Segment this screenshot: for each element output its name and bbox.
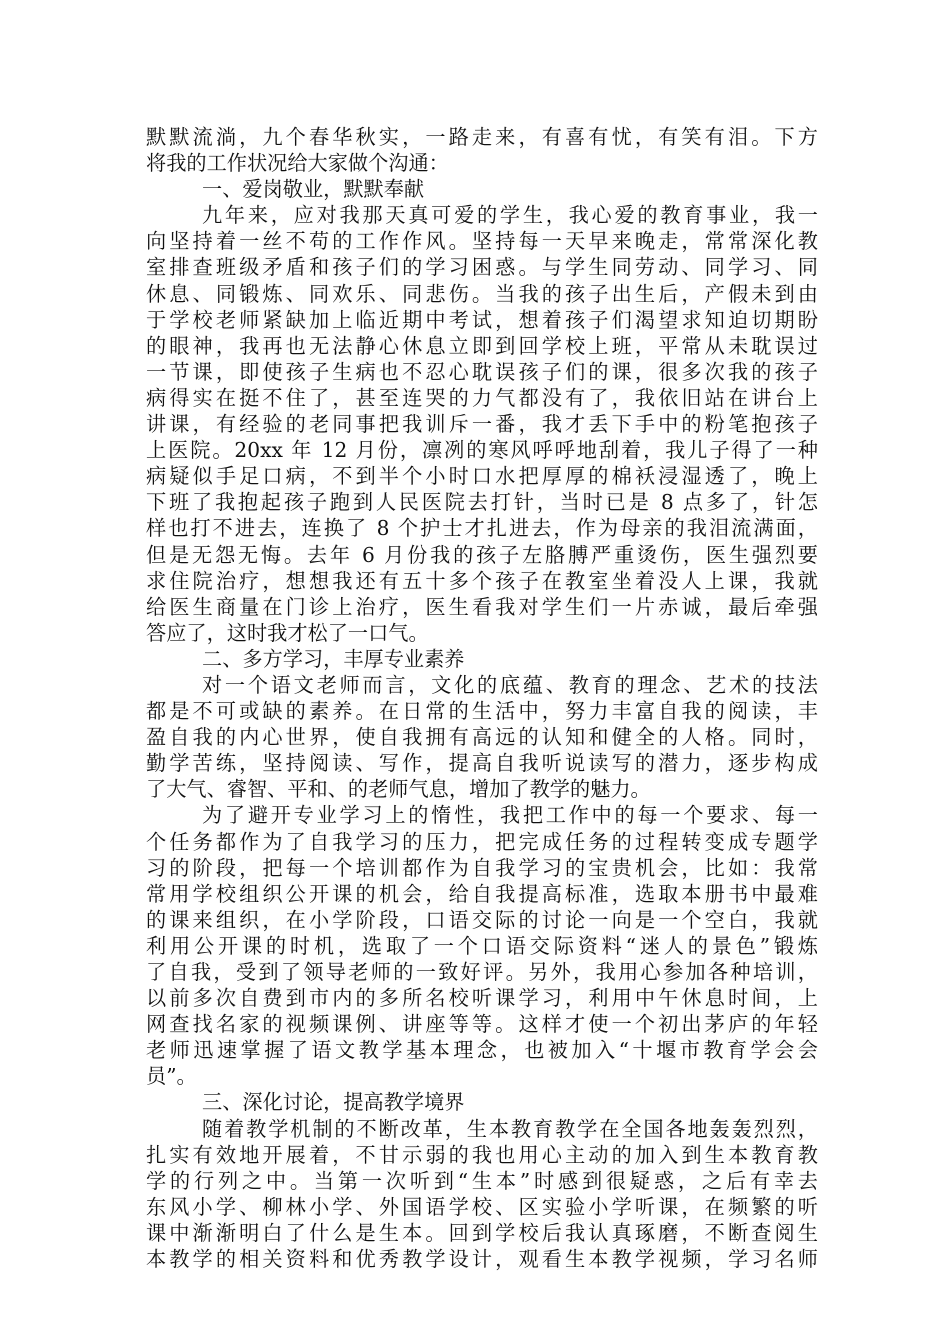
- body-text-line: 了自我，受到了领导老师的一致好评。另外，我用心参加各种培训，: [146, 960, 818, 984]
- body-text-line: 勤学苦练，坚持阅读、写作，提高自我听说读写的潜力，逐步构成: [146, 751, 818, 776]
- body-text-line: 将我的工作状况给大家做个沟通：: [146, 151, 449, 176]
- body-text-line: 一节课，即使孩子生病也不忍心耽误孩子们的课，很多次我的孩子: [146, 359, 818, 384]
- body-text-line: 上医院。20xx 年 12 月份，凛冽的寒风呼呼地刮着，我儿子得了一种: [146, 438, 818, 463]
- section-heading-line: 二、多方学习，丰厚专业素养: [202, 646, 465, 671]
- body-text-line: 员”。: [146, 1064, 197, 1089]
- body-text-line: 习的阶段，把每一个培训都作为自我学习的宝贵机会，比如：我常: [146, 855, 818, 880]
- section-heading-line: 三、深化讨论，提高教学境界: [202, 1090, 465, 1115]
- body-text-line: 为了避开专业学习上的惰性，我把工作中的每一个要求、每一: [202, 803, 818, 828]
- body-text-line: 以前多次自费到市内的多所名校听课学习，利用中午休息时间，上: [146, 986, 818, 1011]
- body-text-line: 扎实有效地开展着，不甘示弱的我也用心主动的加入到生本教育教: [146, 1142, 818, 1167]
- body-text-line: 但是无怨无悔。去年 6 月份我的孩子左胳膊严重烫伤，医生强烈要: [146, 542, 818, 567]
- body-text-line: 了大气、睿智、平和、的老师气息，增加了教学的魅力。: [146, 777, 651, 802]
- body-text-line: 病疑似手足口病，不到半个小时口水把厚厚的棉袄浸湿透了，晚上: [146, 464, 818, 489]
- body-text-line: 答应了，这时我才松了一口气。: [146, 620, 429, 645]
- body-text-line: 盈自我的内心世界，使自我拥有高远的认知和健全的人格。同时，: [146, 725, 818, 750]
- body-text-line: 样也打不进去，连换了 8 个护士才扎进去，作为母亲的我泪流满面，: [146, 516, 818, 541]
- body-text-line: 九年来，应对我那天真可爱的学生，我心爱的教育事业，我一: [202, 203, 818, 228]
- body-text-line: 常用学校组织公开课的机会，给自我提高标准，选取本册书中最难: [146, 881, 818, 906]
- body-text-line: 学的行列之中。当第一次听到“生本”时感到很疑惑，之后有幸去: [146, 1168, 818, 1193]
- body-text-line: 个任务都作为了自我学习的压力，把完成任务的过程转变成专题学: [146, 829, 818, 854]
- body-text-line: 本教学的相关资料和优秀教学设计，观看生本教学视频，学习名师: [146, 1247, 818, 1272]
- body-text-line: 都是不可或缺的素养。在日常的生活中，努力丰富自我的阅读，丰: [146, 699, 818, 724]
- body-text-line: 的课来组织，在小学阶段，口语交际的讨论一向是一个空白，我就: [146, 907, 818, 932]
- body-text-line: 对一个语文老师而言，文化的底蕴、教育的理念、艺术的技法: [202, 672, 818, 697]
- body-text-line: 病得实在挺不住了，甚至连哭的力气都没有了，我依旧站在讲台上: [146, 385, 818, 410]
- section-heading-line: 一、爱岗敬业，默默奉献: [202, 177, 425, 202]
- body-text-line: 默默流淌，九个春华秋实，一路走来，有喜有忧，有笑有泪。下方: [146, 125, 818, 149]
- body-text-line: 讲课，有经验的老同事把我训斥一番，我才丢下手中的粉笔抱孩子: [146, 412, 818, 437]
- body-text-line: 给医生商量在门诊上治疗，医生看我对学生们一片赤诚，最后牵强: [146, 594, 818, 619]
- body-text-line: 室排查班级矛盾和孩子们的学习困惑。与学生同劳动、同学习、同: [146, 255, 818, 280]
- document-body-text: [146, 124, 818, 1272]
- body-text-line: 利用公开课的时机，选取了一个口语交际资料“迷人的景色”锻炼: [146, 933, 818, 958]
- body-text-line: 求住院治疗，想想我还有五十多个孩子在教室坐着没人上课，我就: [146, 568, 818, 593]
- body-text-line: 网查找名家的视频课例、讲座等等。这样才使一个初出茅庐的年轻: [146, 1012, 818, 1037]
- body-text-line: 课中渐渐明白了什么是生本。回到学校后我认真琢磨，不断查阅生: [146, 1220, 818, 1245]
- body-text-line: 随着教学机制的不断改革，生本教育教学在全国各地轰轰烈烈，: [202, 1116, 818, 1141]
- body-text-line: 于学校老师紧缺加上临近期中考试，想着孩子们渴望求知迫切期盼: [146, 307, 818, 332]
- body-text-line: 下班了我抱起孩子跑到人民医院去打针，当时已是 8 点多了，针怎: [146, 490, 818, 515]
- body-text-line: 向坚持着一丝不苟的工作作风。坚持每一天早来晚走，常常深化教: [146, 229, 818, 254]
- body-text-line: 东风小学、柳林小学、外国语学校、区实验小学听课，在频繁的听: [146, 1194, 818, 1219]
- body-text-line: 的眼神，我再也无法静心休息立即到回学校上班，平常从未耽误过: [146, 333, 818, 358]
- body-text-line: 老师迅速掌握了语文教学基本理念，也被加入“十堰市教育学会会: [146, 1038, 818, 1063]
- body-text-line: 休息、同锻炼、同欢乐、同悲伤。当我的孩子出生后，产假未到由: [146, 281, 818, 306]
